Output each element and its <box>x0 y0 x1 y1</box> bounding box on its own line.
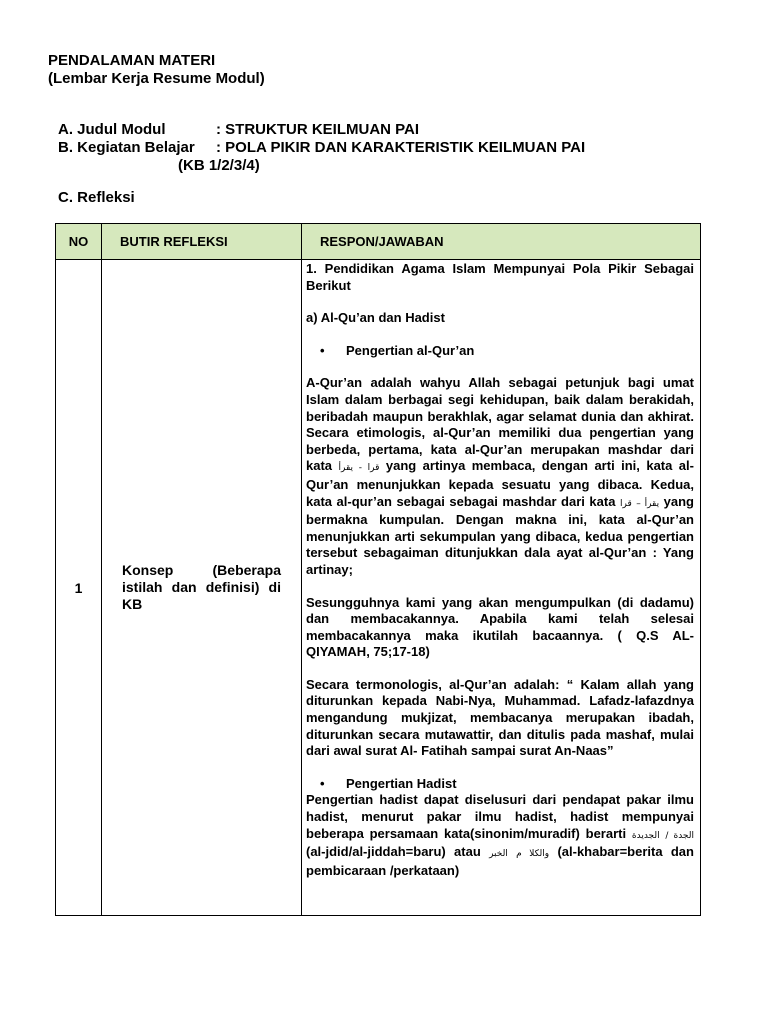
respon-intro: 1. Pendidikan Agama Islam Mempunyai Pola Pikir Sebagai Berikut <box>306 261 694 293</box>
arabic-text-khabar: الخبر <box>489 849 508 860</box>
respon-paragraph-alquran <box>306 375 694 578</box>
page-subtitle: (Lembar Kerja Resume Modul) <box>48 70 265 87</box>
respon-bullet-pengertian-alquran: • Pengertian al-Qur’an <box>306 343 694 360</box>
respon-bullet-pengertian-hadist: • Pengertian Hadist <box>306 776 694 793</box>
arabic-text-qara-2: قرا <box>619 498 632 509</box>
meta-judul-value: : STRUKTUR KEILMUAN PAI <box>216 121 420 138</box>
respon-paragraph-terminologis: Secara termonologis, al-Qur’an adalah: “ Kalam allah yang diturunkan kepada Nabi-Nya, Muhammad. Lafadz-lafazdnya mengandung mukjizat, membacanya merupakan ibadah, diturunkan secara mutawattir, dan ditulis pada mashaf, mulai dari awal surat Al- Fatihah sampai surat An-Naas” <box>306 676 694 759</box>
reflection-table <box>55 223 701 916</box>
meta-kb-number: (KB 1/2/3/4) <box>178 157 260 174</box>
arabic-text-jiddah: الجدة / <box>665 830 694 841</box>
table-row <box>56 260 701 916</box>
table-header-row <box>56 224 701 260</box>
header-butir-refleksi: BUTIR REFLEKSI <box>102 224 302 260</box>
meta-kegiatan-label: B. Kegiatan Belajar <box>58 139 195 156</box>
respon-heading-alquran-hadist: a) Al-Qu’an dan Hadist <box>306 310 445 326</box>
respon-text-hadist: Pengertian hadist dapat diselusuri dari pendapat pakar ilmu hadist, menurut pakar ilmu hadist, hadist mempunyai beberapa persamaan kata(sinonim/muradif) berarti <box>306 792 694 841</box>
respon-text-baru: (al-jdid/al-jiddah=baru) atau <box>306 844 481 860</box>
row-butir-refleksi: Konsep (Beberapa istilah dan definisi) di KB <box>102 260 302 916</box>
respon-text-kumpulan: yang bermakna kumpulan. Dengan makna ini, kata al-Qur’an menunjukkan arti sekumpulan yang dibaca, kedua pengertian tersebut sebagaiman ditunjukkan dala ayat al-Qur’an : Yang artinay; <box>306 493 694 577</box>
arabic-text-kalam: والكلا م <box>516 849 550 860</box>
respon-paragraph-qiyamah: Sesungguhnya kami yang akan mengumpulkan (di dadamu) dan membacakannya. Apabila kami telah selesai membacakannya maka ikutilah bacaannya. ( Q.S AL- QIYAMAH, 75;17-18) <box>306 594 694 660</box>
header-respon-jawaban: RESPON/JAWABAN <box>302 224 701 260</box>
respon-text-berita: (al-khabar=berita dan pembicaraan /perkataan) <box>306 844 694 878</box>
page-title: PENDALAMAN MATERI <box>48 52 216 69</box>
section-refleksi-label: C. Refleksi <box>58 189 135 206</box>
respon-text-membaca: yang artinya membaca, dengan arti ini, kata al-Qur’an menunjukkan kepada sesuatu yang dibaca. Kedua, kata al-qur’an sebagai sebagai mashdar dari kata <box>306 458 694 509</box>
row-respon-jawaban <box>302 260 701 916</box>
respon-text-etimologis: A-Qur’an adalah wahyu Allah sebagai petunjuk bagi umat Islam dalam berbagai segi kehidupan, baik dalam berakidah, beribadah maupun berakhlak, agar selamat dunia dan akhirat. Secara etimologis, al-Qur’an memiliki dua pengertian yang berbeda, pertama, kata al-Qur’an merupakan mashdar dari kata <box>306 375 694 474</box>
row-number: 1 <box>56 260 102 916</box>
header-no: NO <box>56 224 102 260</box>
meta-judul-label: A. Judul Modul <box>58 121 166 138</box>
arabic-text-jadidah: الجديدة <box>631 830 660 841</box>
respon-paragraph-hadist <box>306 792 694 879</box>
arabic-text-qara: قرا - يقرأ <box>338 463 380 474</box>
arabic-text-yaqra: يقرأ – <box>636 498 660 509</box>
meta-kegiatan-value: : POLA PIKIR DAN KARAKTERISTIK KEILMUAN PAI <box>216 139 586 156</box>
